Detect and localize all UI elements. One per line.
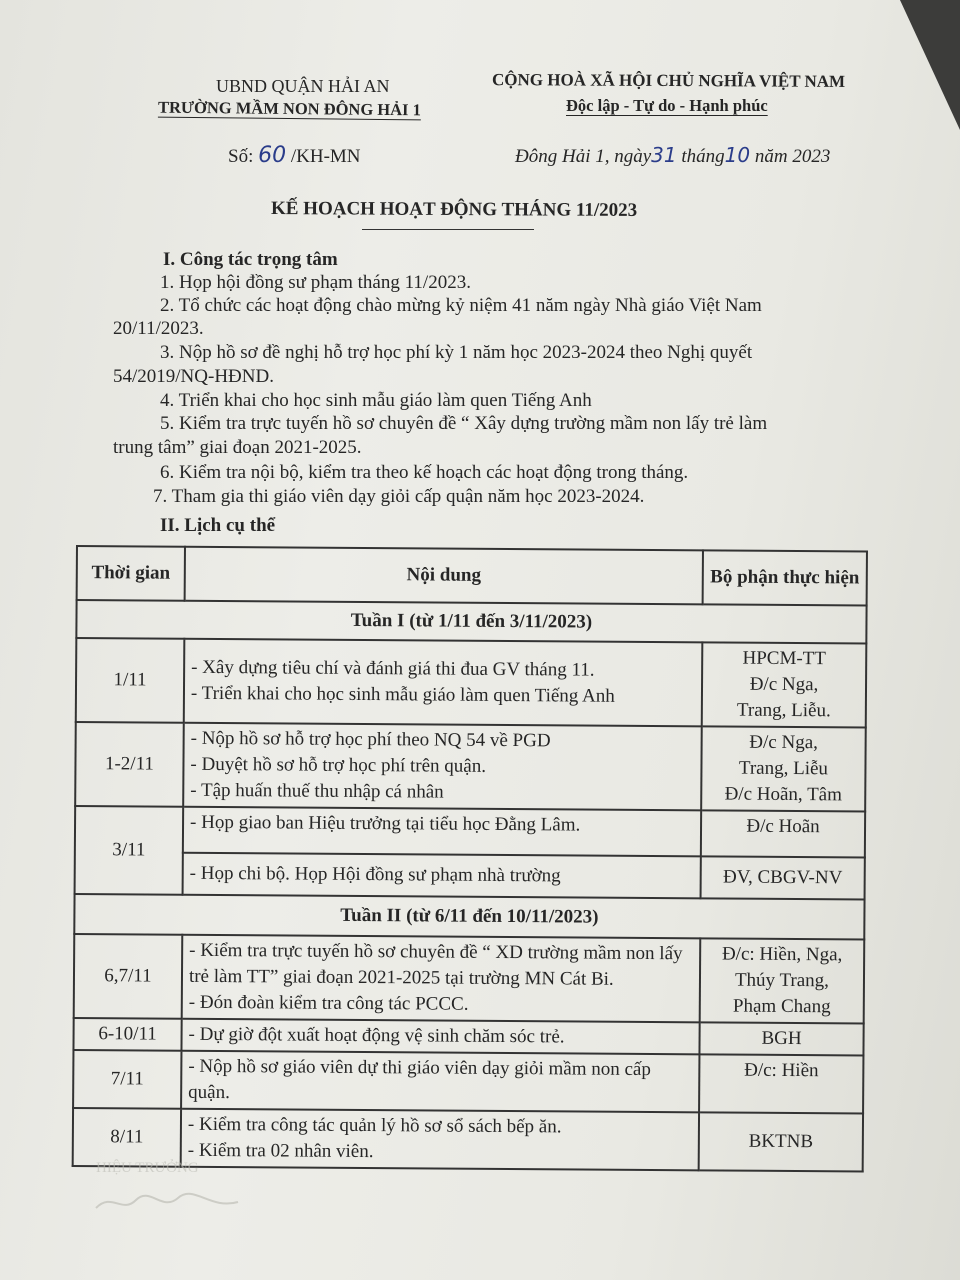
schedule-table [72,545,868,1173]
who-line: Trang, Liễu. [736,699,831,722]
row-content [183,723,702,811]
who-line: Phạm Chang [732,995,831,1018]
content-line: - Duyệt hồ sơ hỗ trợ học phí trên quận. [190,753,487,777]
table-row [75,852,865,900]
table-row [75,806,865,858]
focus-item: 20/11/2023. [113,318,204,339]
row-content [181,1109,699,1171]
who-line: Trang, Liễu [738,757,829,780]
row-content [181,1019,699,1055]
focus-item: 4. Triển khai cho học sinh mẫu giáo làm quen Tiếng Anh [160,390,592,411]
row-who [702,642,867,727]
who-line: Thúy Trang, [734,969,830,992]
who-line: Đ/c Hoãn [746,815,820,838]
row-time: 7/11 [73,1050,181,1109]
row-time: 3/11 [75,806,184,895]
row-time: 8/11 [73,1108,181,1167]
who-line: ĐV, CBGV-NV [722,866,843,889]
focus-item: 6. Kiểm tra nội bộ, kiểm tra theo kế hoạch các hoạt động trong tháng. [160,462,689,483]
row-content [184,639,703,727]
handwritten-month: 10 [724,143,751,167]
content-line: - Nộp hồ sơ hỗ trợ học phí theo NQ 54 về PGD [190,727,551,752]
motto: Độc lập - Tự do - Hạnh phúc [566,96,768,115]
focus-item: 54/2019/NQ-HĐND. [113,366,274,387]
content-line: - Nộp hồ sơ giáo viên dự thi giáo viên dạy giỏi mầm non cấp quận. [188,1055,651,1104]
content-line: - Kiểm tra trực tuyến hồ sơ chuyên đề “ XD trường mầm non lấy trẻ làm TT” giai đoạn 2021-2025 tại trường MN Cát Bi. [188,939,683,990]
bleed-through-text: HIỆU TRƯỞNG [96,1160,199,1176]
focus-item: 7. Tham gia thi giáo viên dạy giỏi cấp quận năm học 2023-2024. [153,486,645,507]
title-underline [362,229,534,230]
focus-item: 3. Nộp hồ sơ đề nghị hỗ trợ học phí kỳ 1 năm học 2023-2024 theo Nghị quyết [160,342,753,363]
header-who: Bộ phận thực hiện [703,550,867,605]
row-time: 6-10/11 [73,1018,181,1051]
table-row [74,934,865,1024]
content-line: - Kiểm tra công tác quản lý hồ sơ sổ sách bếp ăn. [187,1113,562,1138]
school-name: TRƯỜNG MẦM NON ĐÔNG HẢI 1 [157,97,422,120]
number-prefix: Số: [228,146,254,167]
row-who [701,726,866,811]
table-row [76,638,867,728]
content-line: - Đón đoàn kiểm tra công tác PCCC. [188,991,469,1015]
who-line: Đ/c Nga, [749,731,819,754]
who-line: Đ/c Nga, [749,673,819,696]
district-name: UBND QUẬN HẢI AN [216,76,390,96]
who-line: Đ/c Hoãn, Tâm [724,783,843,806]
header-time: Thời gian [77,546,185,601]
content-line: - Tập huấn thuế thu nhập cá nhân [190,779,444,803]
country-name: CỘNG HOÀ XÃ HỘI CHỦ NGHĨA VIỆT NAM [491,70,846,91]
content-line: - Họp giao ban Hiệu trưởng tại tiểu học Đằng Lâm. [189,811,581,836]
focus-item: 2. Tổ chức các hoạt động chào mừng kỷ niệm 41 năm ngày Nhà giáo Việt Nam [160,295,762,316]
date-year: năm 2023 [754,146,831,167]
week-1-label: Tuần I (từ 1/11 đến 3/11/2023) [76,600,866,644]
row-content [182,935,701,1023]
handwritten-day: 31 [651,143,677,167]
row-content [183,807,701,857]
table-row [75,722,866,812]
focus-item: 5. Kiểm tra trực tuyến hồ sơ chuyên đề “ Xây dựng trường mầm non lấy trẻ làm [160,413,768,434]
document-title: KẾ HOẠCH HOẠT ĐỘNG THÁNG 11/2023 [270,198,638,221]
content-line: - Họp chi bộ. Họp Hội đồng sư phạm nhà trường [189,862,561,887]
who-line: HPCM-TT [742,647,827,670]
table-row [73,1050,863,1114]
table-header-row [77,546,867,606]
row-content [183,853,701,899]
row-who [700,938,865,1023]
row-time: 1-2/11 [75,722,184,807]
focus-item: trung tâm” giai đoạn 2021-2025. [113,437,362,458]
row-who [701,856,865,899]
who-line: Đ/c: Hiền, Nga, [721,943,843,966]
week-row [76,600,866,644]
section-2-heading: II. Lịch cụ thể [160,515,276,536]
content-line: - Triển khai cho học sinh mẫu giáo làm quen Tiếng Anh [190,682,615,707]
row-who [699,1112,863,1171]
row-who [701,810,865,857]
section-1-heading: I. Công tác trọng tâm [163,249,338,270]
handwritten-number: 60 [258,143,287,168]
number-suffix: /KH-MN [290,146,361,167]
row-time: 1/11 [76,638,185,723]
week-2-label: Tuần II (từ 6/11 đến 10/11/2023) [74,894,864,940]
row-who [699,1054,863,1113]
date-prefix: Đông Hải 1, ngày [515,146,652,167]
content-line: - Dự giờ đột xuất hoạt động vệ sinh chăm sóc trẻ. [188,1023,565,1048]
content-line: - Kiểm tra 02 nhân viên. [187,1139,374,1163]
document-date [515,143,830,168]
row-time: 6,7/11 [74,934,183,1019]
who-line: BGH [761,1027,802,1050]
who-line: BKTNB [748,1130,814,1153]
row-content [181,1051,699,1113]
document-number [228,143,361,168]
faded-signature [92,1188,242,1218]
row-who [699,1022,863,1055]
week-row [74,894,864,940]
content-line: - Xây dựng tiêu chí và đánh giá thi đua GV tháng 11. [191,656,595,681]
focus-item: 1. Họp hội đồng sư phạm tháng 11/2023. [160,272,471,293]
who-line: Đ/c: Hiền [744,1059,819,1082]
date-month-label: tháng [681,146,725,167]
header-content: Nội dung [185,547,703,605]
